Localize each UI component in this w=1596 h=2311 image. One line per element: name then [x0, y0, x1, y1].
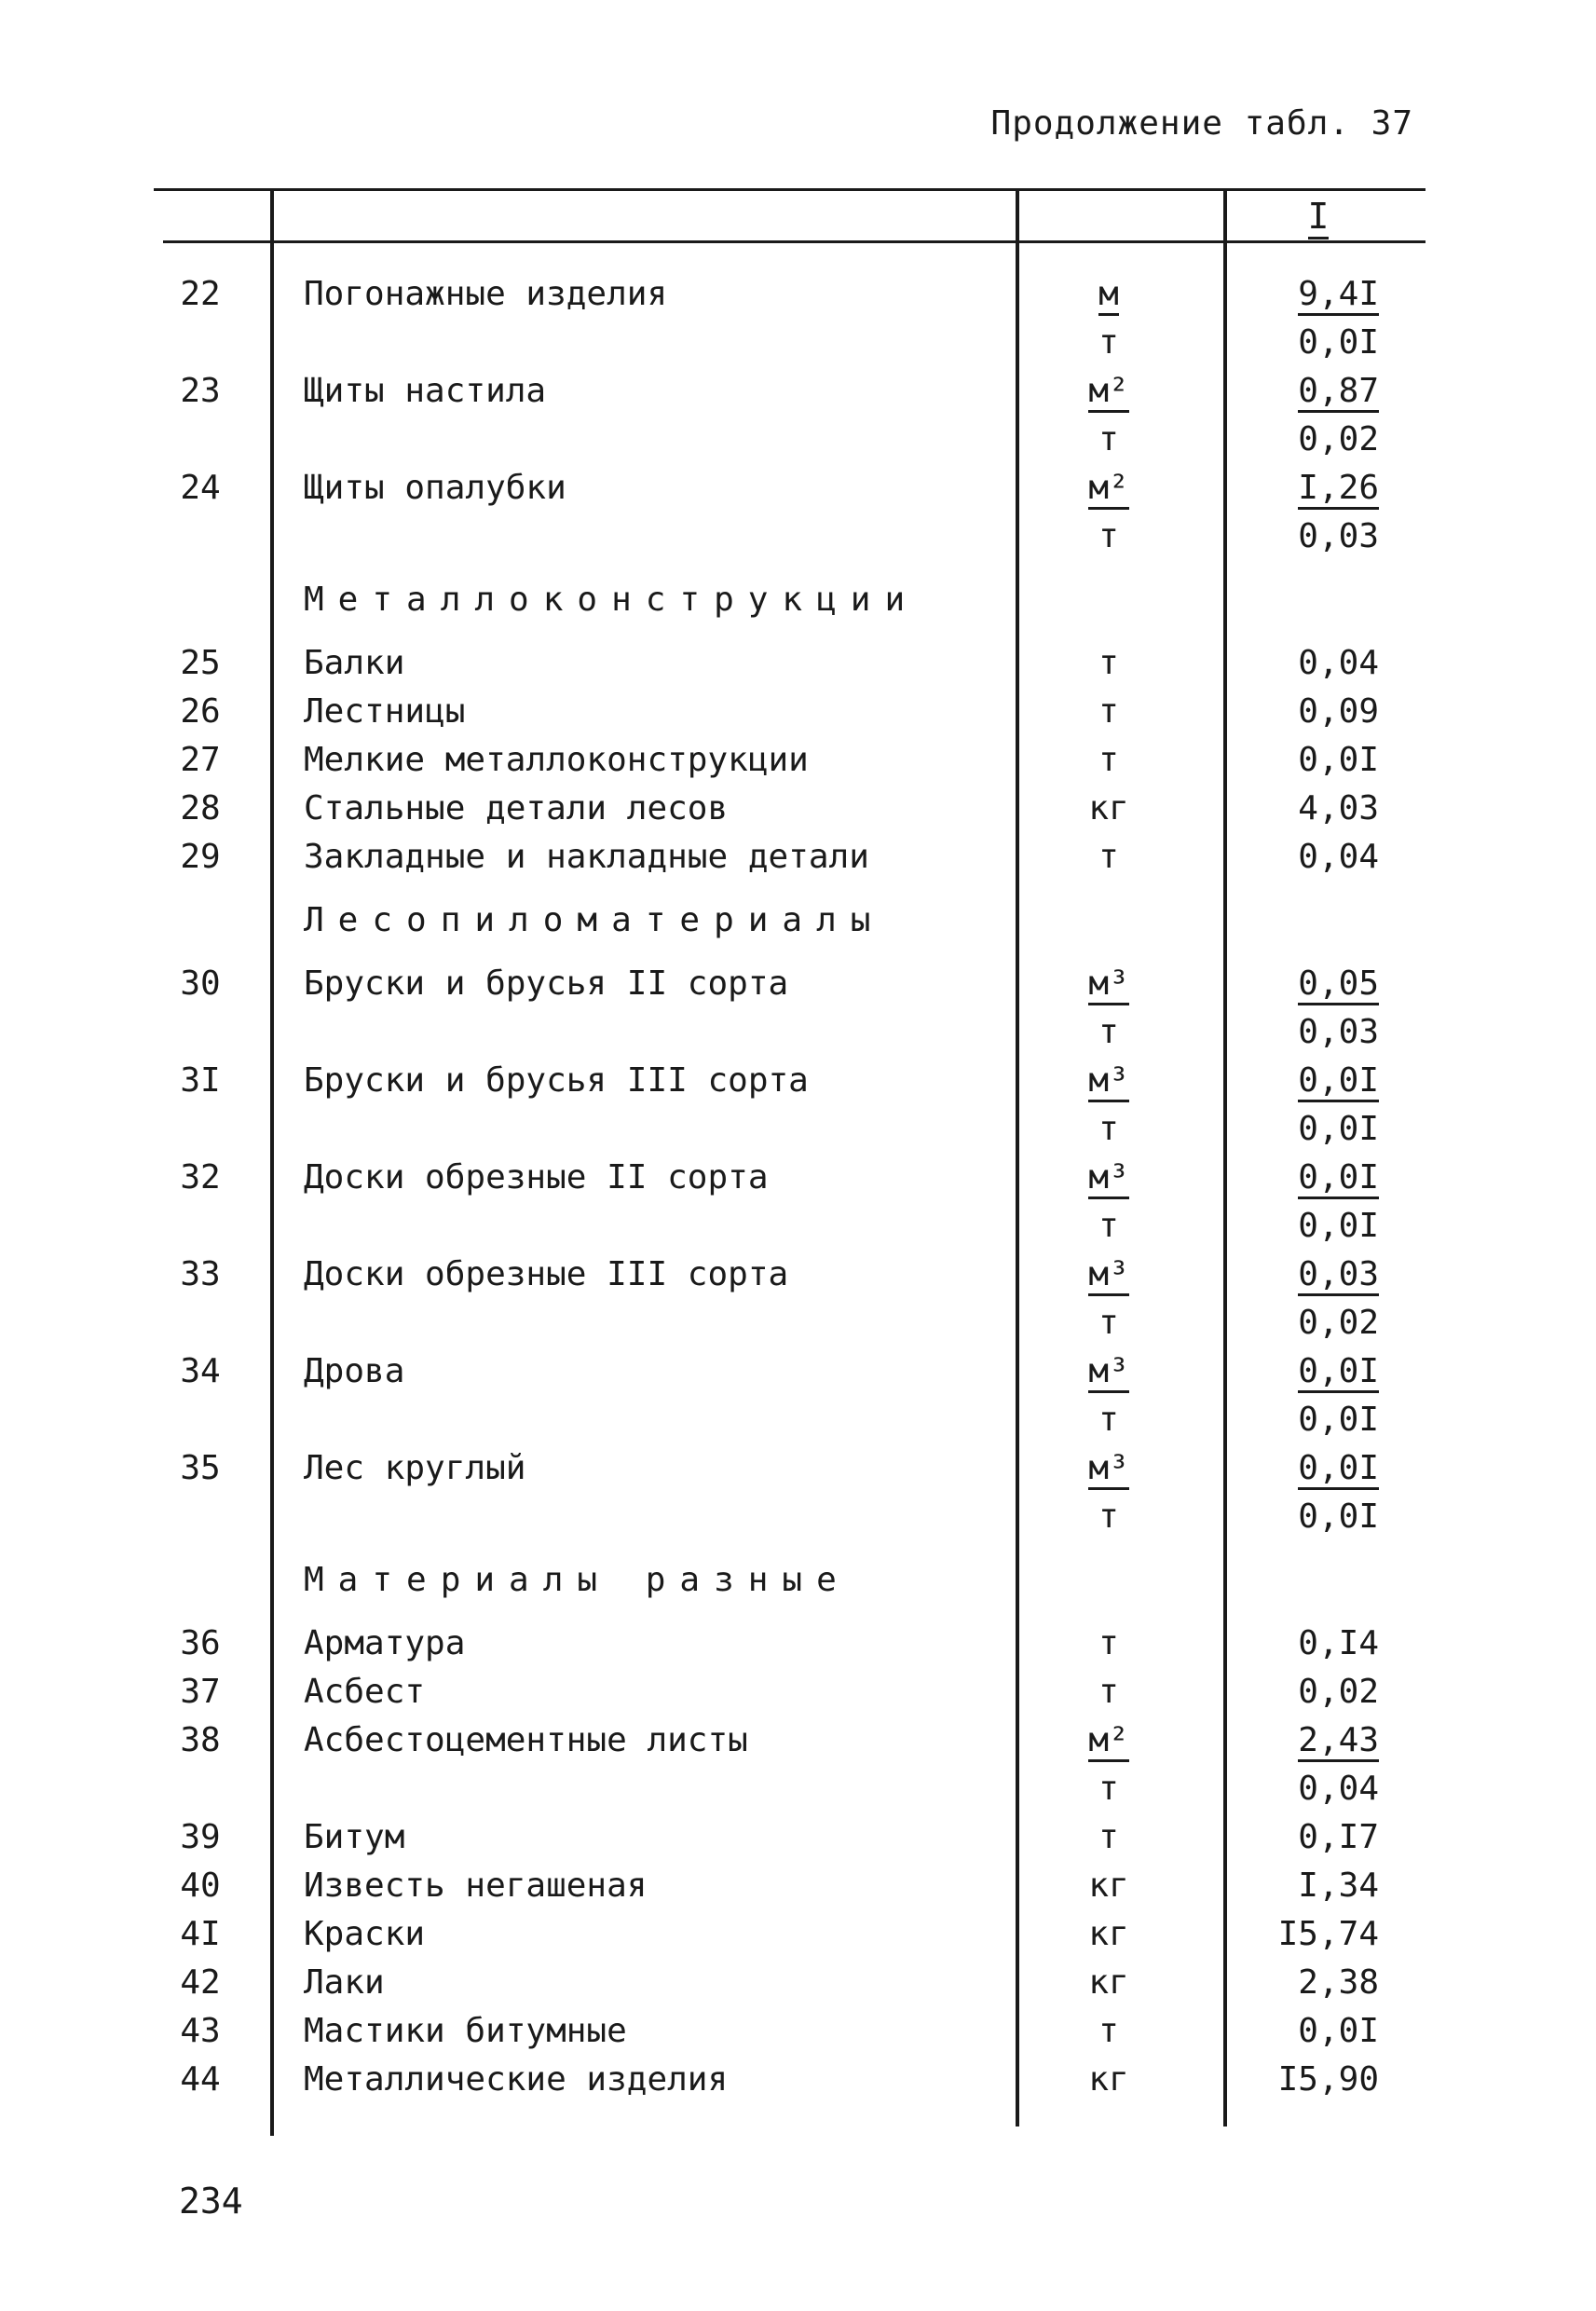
value-text: I,26: [1298, 470, 1379, 510]
table-row: [0, 736, 1596, 785]
section-heading: Лесопиломатериалы: [304, 901, 885, 939]
value-cell: [1248, 1444, 1379, 1493]
unit-text: м³: [1088, 1450, 1128, 1490]
row-number: 27: [180, 741, 221, 779]
value-cell: [1248, 1668, 1379, 1716]
value-text: 0,02: [1298, 1304, 1379, 1342]
value-text: 0,02: [1298, 420, 1379, 458]
unit-text: т: [1098, 838, 1119, 876]
value-cell: [1248, 416, 1379, 464]
value-text: 0,87: [1298, 373, 1379, 413]
table-row: [0, 2007, 1596, 2056]
unit-text: т: [1098, 1401, 1119, 1439]
value-text: 0,0I: [1298, 1110, 1379, 1148]
unit-text: т: [1098, 420, 1119, 458]
material-name: Бруски и брусья III сорта: [304, 1061, 809, 1100]
unit-cell: [1062, 1202, 1155, 1251]
page-number: 234: [179, 2181, 243, 2222]
value-cell: [1248, 1202, 1379, 1251]
unit-cell: [1062, 1620, 1155, 1668]
unit-text: м²: [1088, 373, 1128, 413]
row-number: 22: [180, 275, 221, 313]
unit-cell: [1062, 639, 1155, 688]
table-row: [0, 1813, 1596, 1862]
unit-text: м³: [1088, 1353, 1128, 1393]
table-row: [0, 1154, 1596, 1202]
unit-text: т: [1098, 2012, 1119, 2050]
value-cell: [1248, 1299, 1379, 1347]
unit-text: т: [1098, 1207, 1119, 1245]
unit-text: кг: [1088, 1963, 1129, 2002]
value-cell: [1248, 960, 1379, 1008]
row-number: 38: [180, 1721, 221, 1759]
row-number: 44: [180, 2060, 221, 2099]
row-number: 33: [180, 1255, 221, 1293]
unit-cell: [1062, 270, 1155, 319]
value-text: 0,02: [1298, 1673, 1379, 1711]
unit-cell: [1062, 960, 1155, 1008]
table-row: [0, 1959, 1596, 2007]
material-name: Битум: [304, 1818, 405, 1856]
unit-cell: [1062, 367, 1155, 416]
value-cell: [1248, 639, 1379, 688]
unit-cell: [1062, 1813, 1155, 1862]
unit-cell: [1062, 1299, 1155, 1347]
table-subrow: [0, 1202, 1596, 1251]
table-subrow: [0, 416, 1596, 464]
table-row: [0, 270, 1596, 319]
unit-text: кг: [1088, 1867, 1129, 1905]
row-number: 40: [180, 1867, 221, 1905]
table-row: [0, 1668, 1596, 1716]
value-text: 0,0I: [1298, 1401, 1379, 1439]
material-name: Бруски и брусья II сорта: [304, 964, 789, 1003]
unit-cell: [1062, 2007, 1155, 2056]
row-number: 23: [180, 372, 221, 410]
value-text: I5,90: [1277, 2060, 1379, 2099]
value-text: 0,0I: [1298, 1159, 1379, 1199]
material-name: Мастики битумные: [304, 2012, 627, 2050]
table-subrow: [0, 1105, 1596, 1154]
table-subrow: [0, 513, 1596, 561]
row-number: 42: [180, 1963, 221, 2002]
unit-text: т: [1098, 1497, 1119, 1536]
value-cell: [1248, 1347, 1379, 1396]
table-top-rule: [154, 188, 1425, 191]
unit-text: кг: [1088, 789, 1129, 827]
table-row: [0, 688, 1596, 736]
material-name: Краски: [304, 1915, 426, 1953]
value-cell: [1248, 1910, 1379, 1959]
material-name: Доски обрезные II сорта: [304, 1158, 769, 1197]
value-cell: [1248, 1057, 1379, 1105]
value-cell: [1248, 736, 1379, 785]
value-cell: [1248, 270, 1379, 319]
row-number: 39: [180, 1818, 221, 1856]
unit-text: т: [1098, 1013, 1119, 1051]
material-name: Дрова: [304, 1352, 405, 1390]
value-text: 0,03: [1298, 1013, 1379, 1051]
table-subrow: [0, 1493, 1596, 1541]
unit-cell: [1062, 833, 1155, 882]
table-row: [0, 639, 1596, 688]
unit-cell: [1062, 1347, 1155, 1396]
value-text: 0,09: [1298, 692, 1379, 731]
value-cell: [1248, 1862, 1379, 1910]
unit-cell: [1062, 1862, 1155, 1910]
value-cell: [1248, 464, 1379, 513]
value-cell: [1248, 688, 1379, 736]
row-number: 26: [180, 692, 221, 731]
unit-cell: [1062, 1105, 1155, 1154]
unit-cell: [1062, 1444, 1155, 1493]
unit-cell: [1062, 1959, 1155, 2007]
table-row: [0, 1347, 1596, 1396]
unit-text: т: [1098, 1624, 1119, 1662]
table-subrow: [0, 319, 1596, 367]
row-number: 37: [180, 1673, 221, 1711]
value-text: 0,I7: [1298, 1818, 1379, 1856]
table-row: [0, 367, 1596, 416]
row-number: 35: [180, 1449, 221, 1487]
unit-text: т: [1098, 644, 1119, 682]
unit-text: кг: [1088, 2060, 1129, 2099]
unit-cell: [1062, 2056, 1155, 2104]
material-name: Закладные и накладные детали: [304, 838, 869, 876]
unit-cell: [1062, 785, 1155, 833]
value-text: 0,03: [1298, 517, 1379, 555]
unit-text: м²: [1088, 1722, 1128, 1762]
value-cell: [1248, 1959, 1379, 2007]
material-name: Доски обрезные III сорта: [304, 1255, 789, 1293]
unit-cell: [1062, 416, 1155, 464]
material-name: Металлические изделия: [304, 2060, 729, 2099]
unit-text: т: [1098, 1673, 1119, 1711]
value-cell: [1248, 367, 1379, 416]
value-text: 0,04: [1298, 1770, 1379, 1808]
material-name: Щиты опалубки: [304, 469, 566, 507]
value-text: 0,0I: [1298, 1497, 1379, 1536]
row-number: 32: [180, 1158, 221, 1197]
row-number: 28: [180, 789, 221, 827]
unit-cell: [1062, 513, 1155, 561]
value-text: 9,4I: [1298, 276, 1379, 316]
unit-cell: [1062, 1251, 1155, 1299]
unit-cell: [1062, 1910, 1155, 1959]
value-text: 2,43: [1298, 1722, 1379, 1762]
section-heading: Металлоконструкции: [304, 581, 920, 619]
value-cell: [1248, 833, 1379, 882]
value-text: 0,0I: [1298, 1353, 1379, 1393]
table-header-rule: [163, 240, 1425, 243]
unit-cell: [1062, 1396, 1155, 1444]
row-number: 29: [180, 838, 221, 876]
material-name: Известь негашеная: [304, 1867, 648, 1905]
row-number: 4I: [180, 1915, 221, 1953]
unit-cell: [1062, 319, 1155, 367]
unit-cell: [1062, 736, 1155, 785]
material-name: Стальные детали лесов: [304, 789, 729, 827]
table-row: [0, 1057, 1596, 1105]
value-text: 4,03: [1298, 789, 1379, 827]
value-cell: [1248, 1154, 1379, 1202]
value-cell: [1248, 785, 1379, 833]
material-name: Лес круглый: [304, 1449, 526, 1487]
value-cell: [1248, 1716, 1379, 1765]
unit-text: т: [1098, 323, 1119, 362]
table-caption: Продолжение табл. 37: [990, 104, 1413, 143]
column-header-value: I: [1253, 196, 1384, 237]
unit-text: м³: [1088, 1256, 1128, 1296]
unit-text: м³: [1088, 1062, 1128, 1102]
value-text: 0,0I: [1298, 323, 1379, 362]
value-cell: [1248, 1008, 1379, 1057]
value-text: 0,0I: [1298, 1450, 1379, 1490]
value-text: 0,04: [1298, 838, 1379, 876]
material-name: Лаки: [304, 1963, 385, 2002]
material-name: Лестницы: [304, 692, 466, 731]
row-number: 30: [180, 964, 221, 1003]
table-row: [0, 960, 1596, 1008]
unit-cell: [1062, 1765, 1155, 1813]
unit-cell: [1062, 1493, 1155, 1541]
value-text: 0,05: [1298, 965, 1379, 1005]
material-name: Мелкие металлоконструкции: [304, 741, 809, 779]
unit-text: т: [1098, 1110, 1119, 1148]
unit-text: м²: [1088, 470, 1128, 510]
value-cell: [1248, 1251, 1379, 1299]
unit-cell: [1062, 1154, 1155, 1202]
table-row: [0, 833, 1596, 882]
material-name: Щиты настила: [304, 372, 547, 410]
table-row: [0, 2056, 1596, 2104]
unit-text: т: [1098, 741, 1119, 779]
unit-text: т: [1098, 517, 1119, 555]
table-row: [0, 1862, 1596, 1910]
value-text: 0,0I: [1298, 741, 1379, 779]
unit-cell: [1062, 1057, 1155, 1105]
material-name: Асбестоцементные листы: [304, 1721, 748, 1759]
unit-text: т: [1098, 692, 1119, 731]
row-number: 25: [180, 644, 221, 682]
unit-text: м³: [1088, 1159, 1128, 1199]
table-row: [0, 1251, 1596, 1299]
material-name: Арматура: [304, 1624, 466, 1662]
value-cell: [1248, 1620, 1379, 1668]
value-cell: [1248, 1105, 1379, 1154]
row-number: 3I: [180, 1061, 221, 1100]
table-row: [0, 1910, 1596, 1959]
material-name: Асбест: [304, 1673, 426, 1711]
value-text: 2,38: [1298, 1963, 1379, 2002]
table-subrow: [0, 1396, 1596, 1444]
value-cell: [1248, 513, 1379, 561]
unit-text: т: [1098, 1304, 1119, 1342]
unit-text: т: [1098, 1770, 1119, 1808]
unit-text: т: [1098, 1818, 1119, 1856]
section-heading: Материалы разные: [304, 1561, 851, 1599]
value-text: 0,03: [1298, 1256, 1379, 1296]
value-cell: [1248, 1396, 1379, 1444]
unit-text: м: [1098, 276, 1119, 316]
table-row: [0, 1620, 1596, 1668]
value-cell: [1248, 1813, 1379, 1862]
table-row: [0, 1716, 1596, 1765]
table-subrow: [0, 1765, 1596, 1813]
unit-cell: [1062, 464, 1155, 513]
value-text: 0,0I: [1298, 2012, 1379, 2050]
unit-text: кг: [1088, 1915, 1129, 1953]
material-name: Балки: [304, 644, 405, 682]
row-number: 36: [180, 1624, 221, 1662]
table-row: [0, 785, 1596, 833]
table-subrow: [0, 1008, 1596, 1057]
value-cell: [1248, 2007, 1379, 2056]
value-text: 0,0I: [1298, 1062, 1379, 1102]
table-row: [0, 464, 1596, 513]
row-number: 43: [180, 2012, 221, 2050]
value-cell: [1248, 1493, 1379, 1541]
value-text: 0,04: [1298, 644, 1379, 682]
value-cell: [1248, 319, 1379, 367]
table-row: [0, 1444, 1596, 1493]
unit-cell: [1062, 1668, 1155, 1716]
value-text: 0,0I: [1298, 1207, 1379, 1245]
unit-cell: [1062, 1008, 1155, 1057]
value-text: I,34: [1298, 1867, 1379, 1905]
row-number: 34: [180, 1352, 221, 1390]
value-cell: [1248, 1765, 1379, 1813]
row-number: 24: [180, 469, 221, 507]
unit-text: м³: [1088, 965, 1128, 1005]
value-cell: [1248, 2056, 1379, 2104]
value-text: I5,74: [1277, 1915, 1379, 1953]
value-text: 0,I4: [1298, 1624, 1379, 1662]
unit-cell: [1062, 688, 1155, 736]
material-name: Погонажные изделия: [304, 275, 668, 313]
table-subrow: [0, 1299, 1596, 1347]
unit-cell: [1062, 1716, 1155, 1765]
